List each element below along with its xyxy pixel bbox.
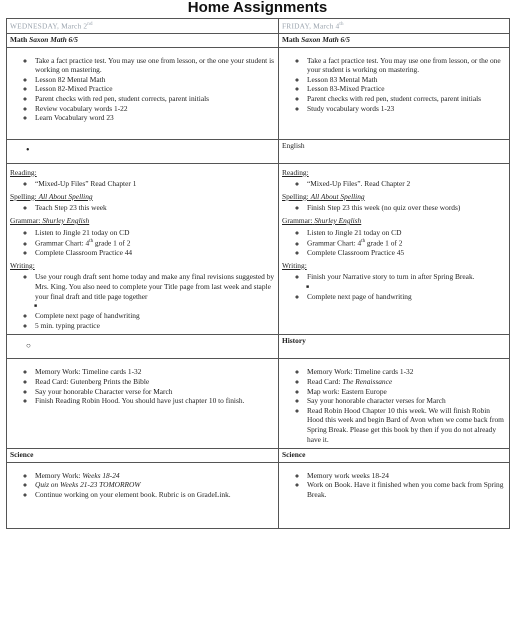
list-item: ◦ Finish Step 23 this week (no quiz over these words) — [307, 203, 506, 213]
right-english-header — [279, 139, 510, 163]
list-item: ◦ Work on Book. Have it finished when you come back from Spring Break. — [307, 480, 506, 499]
left-science-label: Science — [10, 450, 34, 460]
right-history-label: History — [282, 336, 306, 346]
list-item: ◦ Parent checks with red pen, student corrects, parent initials — [307, 94, 506, 104]
list-item — [307, 377, 506, 387]
list-item: ◦ Take a fact practice test. You may use one from lesson, or the one your student is working on mastering. — [307, 56, 506, 75]
right-writing-list-2 — [282, 292, 506, 302]
grammar-label — [10, 216, 275, 226]
right-history-header — [279, 335, 510, 359]
list-item: ◦ Memory Work: Timeline cards 1-32 — [35, 367, 275, 377]
left-math-content — [7, 47, 279, 139]
spacer — [282, 360, 506, 365]
list-item: ◦ Lesson 83 Mental Math — [307, 75, 506, 85]
list-item: ◦ Teach Step 23 this week — [35, 203, 275, 213]
circle-bullet-mark: ○ — [26, 341, 31, 351]
right-history-content — [279, 359, 510, 449]
right-spelling-list — [282, 203, 506, 213]
list-item: ◦ Say your honorable Character verse for March — [35, 387, 275, 397]
right-math-header — [279, 34, 510, 48]
grammar-book: Shurley English — [314, 216, 362, 226]
right-science-label: Science — [282, 450, 306, 460]
right-reading-list — [282, 179, 506, 189]
list-item: ◦ Complete Classroom Practice 45 — [307, 248, 506, 258]
list-item: ◦ Review vocabulary words 1-22 — [35, 104, 275, 114]
right-date — [279, 19, 510, 34]
left-date-sup: nd — [87, 22, 93, 27]
left-spelling-list — [10, 203, 275, 213]
reading-label: Reading: — [10, 167, 37, 177]
right-date-sup: th — [339, 22, 344, 27]
english-content-row — [7, 163, 510, 335]
grammar-chart-text: Grammar Chart: 4 — [307, 238, 362, 248]
assignments-table — [6, 18, 510, 529]
left-science-header — [7, 449, 279, 463]
bullet-mark: • — [26, 144, 30, 156]
right-math-label: Math — [282, 35, 300, 45]
spelling-book: All About Spelling — [38, 191, 93, 201]
quiz-text: Quiz on Weeks 21-23 TOMORROW — [35, 480, 141, 490]
list-item: ◦ Read Card: Gutenberg Prints the Bible — [35, 377, 275, 387]
left-writing-list — [10, 272, 275, 301]
list-item — [307, 237, 506, 248]
page-title: Home Assignments — [187, 0, 328, 16]
right-writing-list — [282, 272, 506, 282]
list-item — [35, 471, 275, 481]
left-science-content — [7, 462, 279, 528]
left-english-header — [7, 139, 279, 163]
list-item: ◦ Use your rough draft sent home today and make any final revisions suggested by Mrs. King. You also need to complete your Title page from last week and staple your final draft and title page together — [35, 272, 275, 301]
list-item: ◦ 5 min. typing practice — [35, 321, 275, 331]
list-item: ◦ Learn Vocabulary word 23 — [35, 113, 275, 123]
left-date — [7, 19, 279, 34]
grammar-chart-sup: th — [89, 239, 94, 245]
grammar-label — [282, 216, 506, 226]
math-content-row — [7, 47, 510, 139]
date-row — [7, 19, 510, 34]
grammar-chart-text: Grammar Chart: 4 — [35, 238, 90, 248]
left-english-content — [7, 163, 279, 335]
right-math-book: Saxon Math 6/5 — [301, 35, 350, 45]
left-writing-list-2 — [10, 311, 275, 330]
english-header-row — [7, 139, 510, 163]
list-item — [35, 480, 275, 490]
list-item: ◦ Finish your Narrative story to turn in after Spring Break. — [307, 272, 506, 282]
list-item: ◦ Finish Reading Robin Hood. You should have just chapter 10 to finish. — [35, 396, 275, 406]
spacer — [282, 464, 506, 469]
list-item: ◦ Memory Work: Timeline cards 1-32 — [307, 367, 506, 377]
list-item: ◦ Lesson 83-Mixed Practice — [307, 84, 506, 94]
grammar-label-text: Grammar: — [10, 216, 41, 226]
list-item: ◦ Complete next page of handwriting — [35, 311, 275, 321]
list-item: ◦ Continue working on your element book. Rubric is on GradeLink. — [35, 490, 275, 500]
right-math-content — [279, 47, 510, 139]
right-history-list — [282, 367, 506, 444]
grammar-chart-sup: th — [361, 239, 366, 245]
left-history-header — [7, 335, 279, 359]
square-bullet-mark: ■ — [34, 304, 38, 310]
left-math-header — [7, 34, 279, 48]
history-content-row — [7, 359, 510, 449]
spacer — [10, 360, 275, 365]
right-science-header — [279, 449, 510, 463]
right-english-content — [279, 163, 510, 335]
list-item: ◦ Take a fact practice test. You may use one from lesson, or the one your student is working on mastering. — [35, 56, 275, 75]
grammar-book: Shurley English — [42, 216, 90, 226]
spelling-label — [282, 192, 506, 202]
list-item: ◦ Listen to Jingle 21 today on CD — [307, 228, 506, 238]
left-history-list — [10, 367, 275, 405]
list-item: ◦ Parent checks with red pen, student corrects, parent initials — [35, 94, 275, 104]
grammar-label-text: Grammar: — [282, 216, 313, 226]
right-english-label: English — [282, 140, 305, 150]
spelling-label-text: Spelling: — [282, 191, 309, 201]
right-grammar-list — [282, 228, 506, 258]
right-science-list — [282, 471, 506, 500]
spacer — [10, 49, 275, 54]
list-item — [35, 237, 275, 248]
list-item: ◦ Lesson 82-Mixed Practice — [35, 84, 275, 94]
left-math-book: Saxon Math 6/5 — [29, 35, 78, 45]
list-item: ◦ Complete next page of handwriting — [307, 292, 506, 302]
science-content-row — [7, 462, 510, 528]
list-item: ◦ Study vocabulary words 1-23 — [307, 104, 506, 114]
math-header-row — [7, 34, 510, 48]
list-item: ◦ Map work: Eastern Europe — [307, 387, 506, 397]
writing-label: Writing: — [10, 260, 35, 270]
left-science-list — [10, 471, 275, 500]
left-history-content — [7, 359, 279, 449]
writing-label: Writing: — [282, 260, 307, 270]
left-math-label: Math — [10, 35, 28, 45]
square-bullet-mark: ■ — [306, 285, 310, 291]
grammar-chart-rest: grade 1 of 2 — [93, 238, 131, 248]
grammar-chart-rest: grade 1 of 2 — [365, 238, 403, 248]
right-date-text: FRIDAY, March 4 — [282, 21, 340, 31]
history-header-row — [7, 335, 510, 359]
spacer — [10, 464, 275, 469]
left-reading-list — [10, 179, 275, 189]
memory-work-weeks: Weeks 18-24 — [82, 470, 120, 480]
science-header-row — [7, 449, 510, 463]
read-card-text: Read Card: — [307, 377, 343, 387]
list-item: ◦ “Mixed-Up Files”. Read Chapter 2 — [307, 179, 506, 189]
list-item: ◦ Memory work weeks 18-24 — [307, 471, 506, 481]
spacer — [282, 49, 506, 54]
list-item: ◦ Lesson 82 Mental Math — [35, 75, 275, 85]
read-card-title: The Renaissance — [342, 377, 393, 387]
list-item: ◦ “Mixed-Up Files” Read Chapter 1 — [35, 179, 275, 189]
list-item: ◦ Say your honorable character verses for March — [307, 396, 506, 406]
spelling-label — [10, 192, 275, 202]
memory-work-text: Memory Work: — [35, 470, 83, 480]
reading-label: Reading: — [282, 167, 309, 177]
list-item: ◦ Complete Classroom Practice 44 — [35, 248, 275, 258]
spelling-book: All About Spelling — [310, 191, 365, 201]
right-science-content — [279, 462, 510, 528]
left-grammar-list — [10, 228, 275, 258]
list-item: ◦ Listen to Jingle 21 today on CD — [35, 228, 275, 238]
left-date-text: WEDNESDAY, March 2 — [10, 21, 88, 31]
right-math-list — [282, 56, 506, 114]
list-item: ◦ Read Robin Hood Chapter 10 this week. We will finish Robin Hood this week and begin Bard of Avon when we come back from Spring Break. Please get this book by then if you do not already have it. — [307, 406, 506, 444]
left-math-list — [10, 56, 275, 123]
spelling-label-text: Spelling: — [10, 191, 37, 201]
